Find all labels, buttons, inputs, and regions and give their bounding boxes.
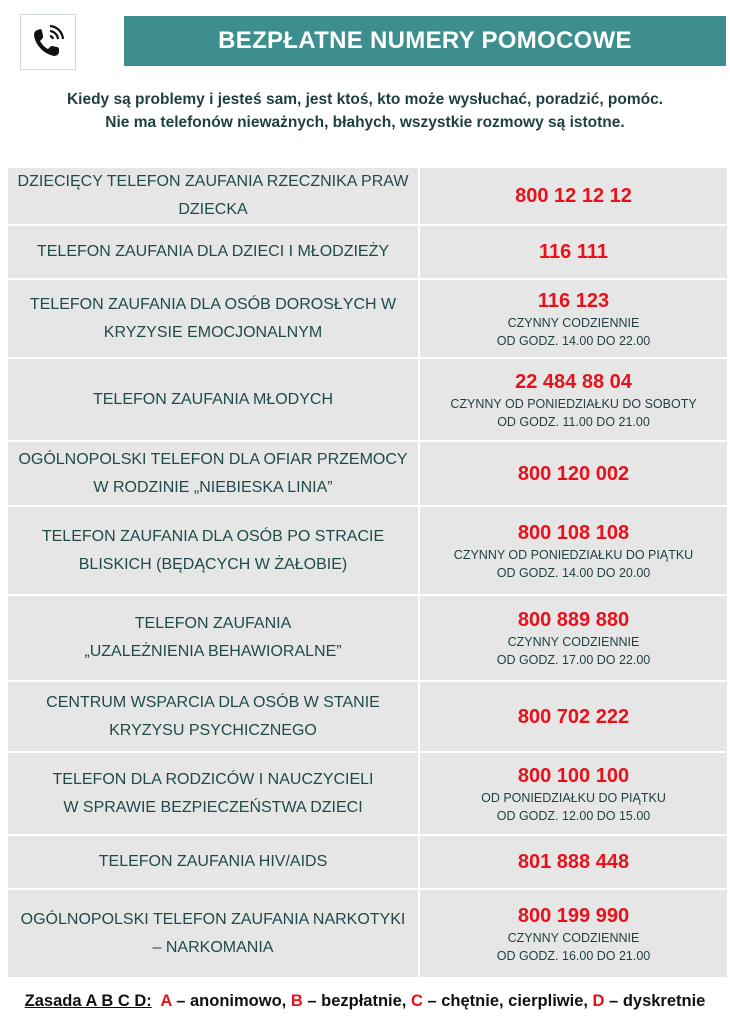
helpline-row <box>7 681 728 752</box>
helpline-row <box>7 506 728 595</box>
helpline-contact <box>419 595 728 681</box>
helpline-name: CENTRUM WSPARCIA DLA OSÓB W STANIE KRYZYSU PSYCHICZNEGO <box>7 681 419 752</box>
rule-letter-a: A <box>160 992 172 1010</box>
helpline-contact <box>419 835 728 889</box>
helpline-hours: CZYNNY OD PONIEDZIAŁKU DO SOBOTY OD GODZ. 11.00 DO 21.00 <box>450 396 697 429</box>
page-title-banner <box>124 16 726 66</box>
helpline-hours: CZYNNY CODZIENNIE OD GODZ. 17.00 DO 22.00 <box>496 635 651 667</box>
helpline-contact <box>419 752 728 835</box>
helpline-row <box>7 167 728 225</box>
helpline-name: TELEFON ZAUFANIA DLA OSÓB PO STRACIE BLISKICH (BĘDĄCYCH W ŻAŁOBIE) <box>7 506 419 595</box>
helpline-number: 800 889 880 <box>517 609 630 631</box>
helpline-contact <box>419 279 728 358</box>
helpline-number: 800 199 990 <box>517 904 630 927</box>
helpline-number: 801 888 448 <box>517 851 630 873</box>
helpline-number: 22 484 88 04 <box>515 370 632 393</box>
helpline-hours: CZYNNY OD PONIEDZIAŁKU DO PIĄTKU OD GODZ. 14.00 DO 20.00 <box>453 547 694 580</box>
helpline-number: 116 111 <box>539 241 608 263</box>
helpline-name: OGÓLNOPOLSKI TELEFON DLA OFIAR PRZEMOCY W RODZINIE „NIEBIESKA LINIA” <box>7 441 419 506</box>
helpline-contact <box>419 167 728 225</box>
helpline-row <box>7 889 728 978</box>
helpline-name: TELEFON ZAUFANIA DLA OSÓB DOROSŁYCH W KRYZYSIE EMOCJONALNYM <box>7 279 419 358</box>
rule-letter-c: C <box>410 992 423 1010</box>
helpline-number: 800 120 002 <box>517 462 630 485</box>
rule-text-a: – anonimowo, <box>171 992 291 1010</box>
helpline-contact <box>419 506 728 595</box>
helpline-row <box>7 441 728 506</box>
helpline-name: TELEFON DLA RODZICÓW I NAUCZYCIELI W SPRAWIE BEZPIECZEŃSTWA DZIECI <box>7 752 419 835</box>
helpline-number: 800 702 222 <box>517 705 630 728</box>
helpline-row <box>7 835 728 889</box>
helpline-name: TELEFON ZAUFANIA HIV/AIDS <box>7 835 419 889</box>
rule-text-d: – dyskretnie <box>604 992 706 1010</box>
intro-line-1: Kiedy są problemy i jesteś sam, jest ktoś, kto może wysłuchać, poradzić, pomóc. <box>66 91 664 108</box>
helpline-row <box>7 752 728 835</box>
helpline-name: DZIECIĘCY TELEFON ZAUFANIA RZECZNIKA PRAW DZIECKA <box>7 167 419 225</box>
abcd-rule <box>0 992 730 1011</box>
helpline-number: 116 123 <box>537 289 610 312</box>
helpline-row <box>7 595 728 681</box>
intro-text <box>0 88 730 134</box>
helpline-contact <box>419 889 728 978</box>
helpline-name: TELEFON ZAUFANIA DLA DZIECI I MŁODZIEŻY <box>7 225 419 279</box>
helplines-table <box>6 166 729 979</box>
abcd-rule-label: Zasada A B C D: <box>24 992 152 1010</box>
helpline-hours: CZYNNY CODZIENNIE OD GODZ. 16.00 DO 21.00 <box>496 930 651 963</box>
helpline-row <box>7 358 728 441</box>
helpline-row <box>7 225 728 279</box>
helpline-number: 800 12 12 12 <box>515 185 632 207</box>
helpline-contact <box>419 681 728 752</box>
helpline-hours: CZYNNY CODZIENNIE OD GODZ. 14.00 DO 22.00 <box>496 315 651 348</box>
helpline-name: TELEFON ZAUFANIA „UZALEŻNIENIA BEHAWIORALNE” <box>7 595 419 681</box>
rule-letter-d: D <box>592 992 605 1010</box>
helpline-number: 800 108 108 <box>517 521 630 544</box>
helpline-contact <box>419 358 728 441</box>
helpline-row <box>7 279 728 358</box>
helpline-contact <box>419 441 728 506</box>
helpline-hours: OD PONIEDZIAŁKU DO PIĄTKU OD GODZ. 12.00 DO 15.00 <box>481 790 666 823</box>
phone-icon-box <box>20 14 76 70</box>
helpline-name: OGÓLNOPOLSKI TELEFON ZAUFANIA NARKOTYKI – NARKOMANIA <box>7 889 419 978</box>
rule-text-c: – chętnie, cierpliwie, <box>422 992 593 1010</box>
rule-text-b: – bezpłatnie, <box>302 992 411 1010</box>
phone-icon <box>28 22 68 62</box>
helpline-contact <box>419 225 728 279</box>
page-title: BEZPŁATNE NUMERY POMOCOWE <box>218 27 632 54</box>
helpline-number: 800 100 100 <box>517 764 630 787</box>
intro-line-2: Nie ma telefonów nieważnych, błahych, wszystkie rozmowy są istotne. <box>105 114 625 131</box>
rule-letter-b: B <box>290 992 303 1010</box>
helpline-name: TELEFON ZAUFANIA MŁODYCH <box>7 358 419 441</box>
